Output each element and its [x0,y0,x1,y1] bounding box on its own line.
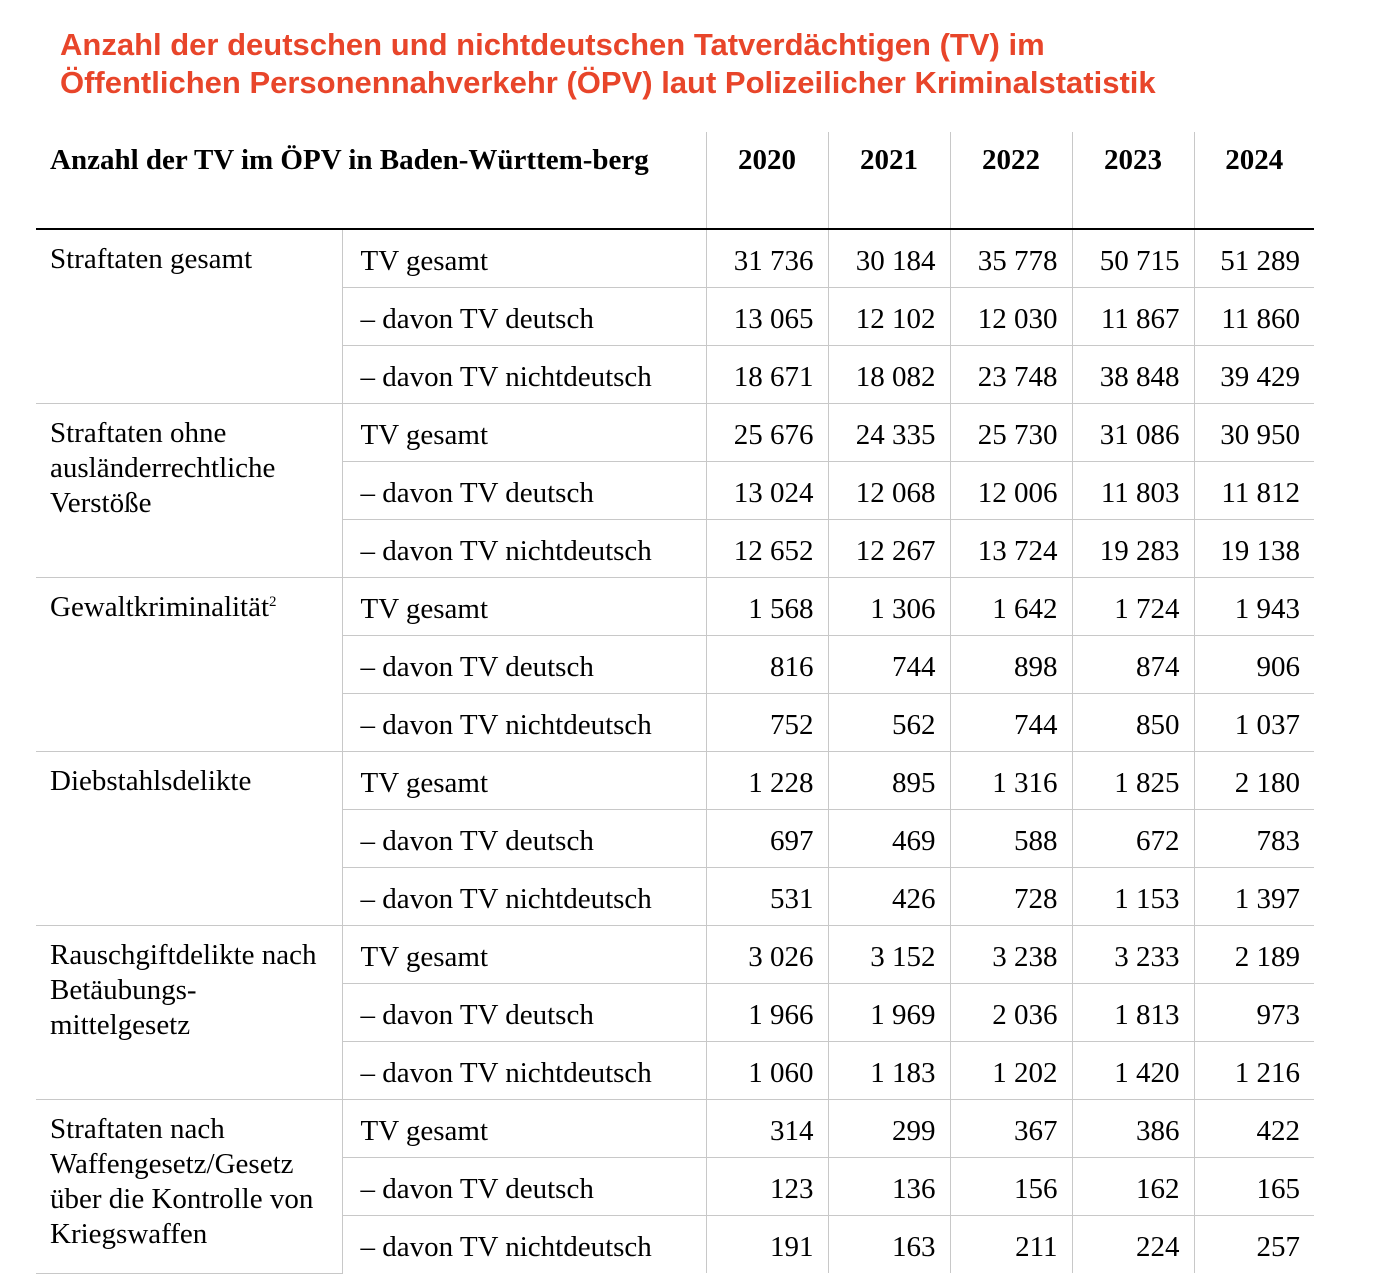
year-header: 2023 [1072,132,1194,229]
value-cell: 426 [828,868,950,926]
value-cell: 18 671 [706,346,828,404]
data-table [36,132,1314,1274]
value-cell: 2 180 [1194,752,1314,810]
row-label: TV gesamt [342,752,706,810]
year-header: 2024 [1194,132,1314,229]
value-cell: 728 [950,868,1072,926]
value-cell: 12 030 [950,288,1072,346]
value-cell: 895 [828,752,950,810]
value-cell: 2 036 [950,984,1072,1042]
value-cell: 11 803 [1072,462,1194,520]
row-label: – davon TV deutsch [342,288,706,346]
value-cell: 3 026 [706,926,828,984]
value-cell: 31 086 [1072,404,1194,462]
value-cell: 11 860 [1194,288,1314,346]
row-label: – davon TV deutsch [342,636,706,694]
value-cell: 25 676 [706,404,828,462]
value-cell: 816 [706,636,828,694]
row-label: TV gesamt [342,578,706,636]
value-cell: 1 724 [1072,578,1194,636]
value-cell: 850 [1072,694,1194,752]
value-cell: 12 102 [828,288,950,346]
table-row [36,229,1314,288]
value-cell: 162 [1072,1158,1194,1216]
value-cell: 24 335 [828,404,950,462]
row-header: Anzahl der TV im ÖPV in Baden-Württem-berg [36,132,706,229]
value-cell: 191 [706,1216,828,1274]
value-cell: 31 736 [706,229,828,288]
value-cell: 1 969 [828,984,950,1042]
value-cell: 12 068 [828,462,950,520]
value-cell: 1 825 [1072,752,1194,810]
value-cell: 469 [828,810,950,868]
value-cell: 588 [950,810,1072,868]
value-cell: 1 037 [1194,694,1314,752]
table-body [36,229,1314,1273]
row-label: – davon TV nichtdeutsch [342,868,706,926]
row-label: – davon TV nichtdeutsch [342,1042,706,1100]
row-label: – davon TV nichtdeutsch [360,1231,652,1263]
value-cell: 3 233 [1072,926,1194,984]
value-cell: 1 966 [706,984,828,1042]
value-cell: 23 748 [950,346,1072,404]
table-row [36,578,1314,636]
value-cell: 25 730 [950,404,1072,462]
category-name: Straftaten ohne ausländerrechtliche Verstöße [50,417,276,519]
value-cell: 1 202 [950,1042,1072,1100]
value-cell: 1 183 [828,1042,950,1100]
row-label: TV gesamt [342,404,706,462]
category-cell [36,926,342,1100]
row-label: – davon TV nichtdeutsch [342,694,706,752]
value-cell: 3 152 [828,926,950,984]
value-cell: 1 153 [1072,868,1194,926]
table-row [36,404,1314,462]
value-cell: 30 950 [1194,404,1314,462]
table-row [36,926,1314,984]
category-name: Diebstahlsdelikte [50,765,252,797]
category-name: Straftaten gesamt [50,243,253,275]
value-cell: 1 397 [1194,868,1314,926]
header-row [36,132,1314,229]
category-name: Straftaten nach Waffengesetz/Gesetz über die Kontrolle von Kriegswaffen [50,1113,314,1250]
value-cell: 12 652 [706,520,828,578]
value-cell: 1 420 [1072,1042,1194,1100]
title-line-2: Öffentlichen Personennahverkehr (ÖPV) laut Polizeilicher Kriminalstatistik [60,65,1156,100]
value-cell: 1 642 [950,578,1072,636]
value-cell: 973 [1194,984,1314,1042]
value-cell: 224 [1072,1216,1194,1274]
value-cell: 11 812 [1194,462,1314,520]
value-cell: 752 [706,694,828,752]
value-cell: 1 813 [1072,984,1194,1042]
value-cell: 13 024 [706,462,828,520]
row-label: – davon TV deutsch [342,810,706,868]
row-label: TV gesamt [342,926,706,984]
value-cell: 12 267 [828,520,950,578]
value-cell: 744 [828,636,950,694]
page-title [60,26,1360,102]
value-cell: 156 [950,1158,1072,1216]
value-cell: 35 778 [950,229,1072,288]
value-cell: 744 [950,694,1072,752]
value-cell: 898 [950,636,1072,694]
title-line-1: Anzahl der deutschen und nichtdeutschen Tatverdächtigen (TV) im [60,27,1045,62]
value-cell: 165 [1194,1158,1314,1216]
category-cell [36,229,342,404]
value-cell: 13 724 [950,520,1072,578]
value-cell: 422 [1194,1100,1314,1158]
value-cell: 1 060 [706,1042,828,1100]
value-cell: 1 216 [1194,1042,1314,1100]
value-cell: 1 228 [706,752,828,810]
row-label: – davon TV nichtdeutsch [342,520,706,578]
value-cell: 1 306 [828,578,950,636]
row-label: TV gesamt [342,229,706,288]
value-cell: 19 138 [1194,520,1314,578]
value-cell: 906 [1194,636,1314,694]
row-label: – davon TV deutsch [342,1158,706,1216]
value-cell: 257 [1194,1216,1314,1274]
year-header: 2020 [706,132,828,229]
value-cell: 367 [950,1100,1072,1158]
category-cell [36,1100,342,1274]
value-cell: 211 [950,1216,1072,1274]
value-cell: 697 [706,810,828,868]
value-cell: 562 [828,694,950,752]
table-row [36,752,1314,810]
value-cell: 18 082 [828,346,950,404]
row-label: – davon TV nichtdeutsch [342,346,706,404]
value-cell: 50 715 [1072,229,1194,288]
table-row [36,1100,1314,1158]
row-label: TV gesamt [342,1100,706,1158]
value-cell: 13 065 [706,288,828,346]
value-cell: 314 [706,1100,828,1158]
value-cell: 299 [828,1100,950,1158]
year-header: 2022 [950,132,1072,229]
value-cell: 12 006 [950,462,1072,520]
value-cell: 531 [706,868,828,926]
value-cell: 163 [828,1216,950,1274]
value-cell: 874 [1072,636,1194,694]
category-cell [36,404,342,578]
category-name: Gewaltkriminalität [50,591,270,623]
value-cell: 1 943 [1194,578,1314,636]
value-cell: 2 189 [1194,926,1314,984]
value-cell: 30 184 [828,229,950,288]
category-name: Rauschgiftdelikte nach Betäubungs-mittelgesetz [50,939,317,1041]
category-cell [36,752,342,926]
value-cell: 38 848 [1072,346,1194,404]
value-cell: 672 [1072,810,1194,868]
category-cell [36,578,342,752]
value-cell: 3 238 [950,926,1072,984]
row-label: – davon TV deutsch [342,462,706,520]
value-cell: 386 [1072,1100,1194,1158]
year-header: 2021 [828,132,950,229]
value-cell: 1 316 [950,752,1072,810]
value-cell: 136 [828,1158,950,1216]
value-cell: 1 568 [706,578,828,636]
value-cell: 783 [1194,810,1314,868]
value-cell: 51 289 [1194,229,1314,288]
value-cell: 39 429 [1194,346,1314,404]
value-cell: 19 283 [1072,520,1194,578]
value-cell: 123 [706,1158,828,1216]
footnote-marker: 2 [269,594,277,610]
row-label: – davon TV deutsch [342,984,706,1042]
value-cell: 11 867 [1072,288,1194,346]
